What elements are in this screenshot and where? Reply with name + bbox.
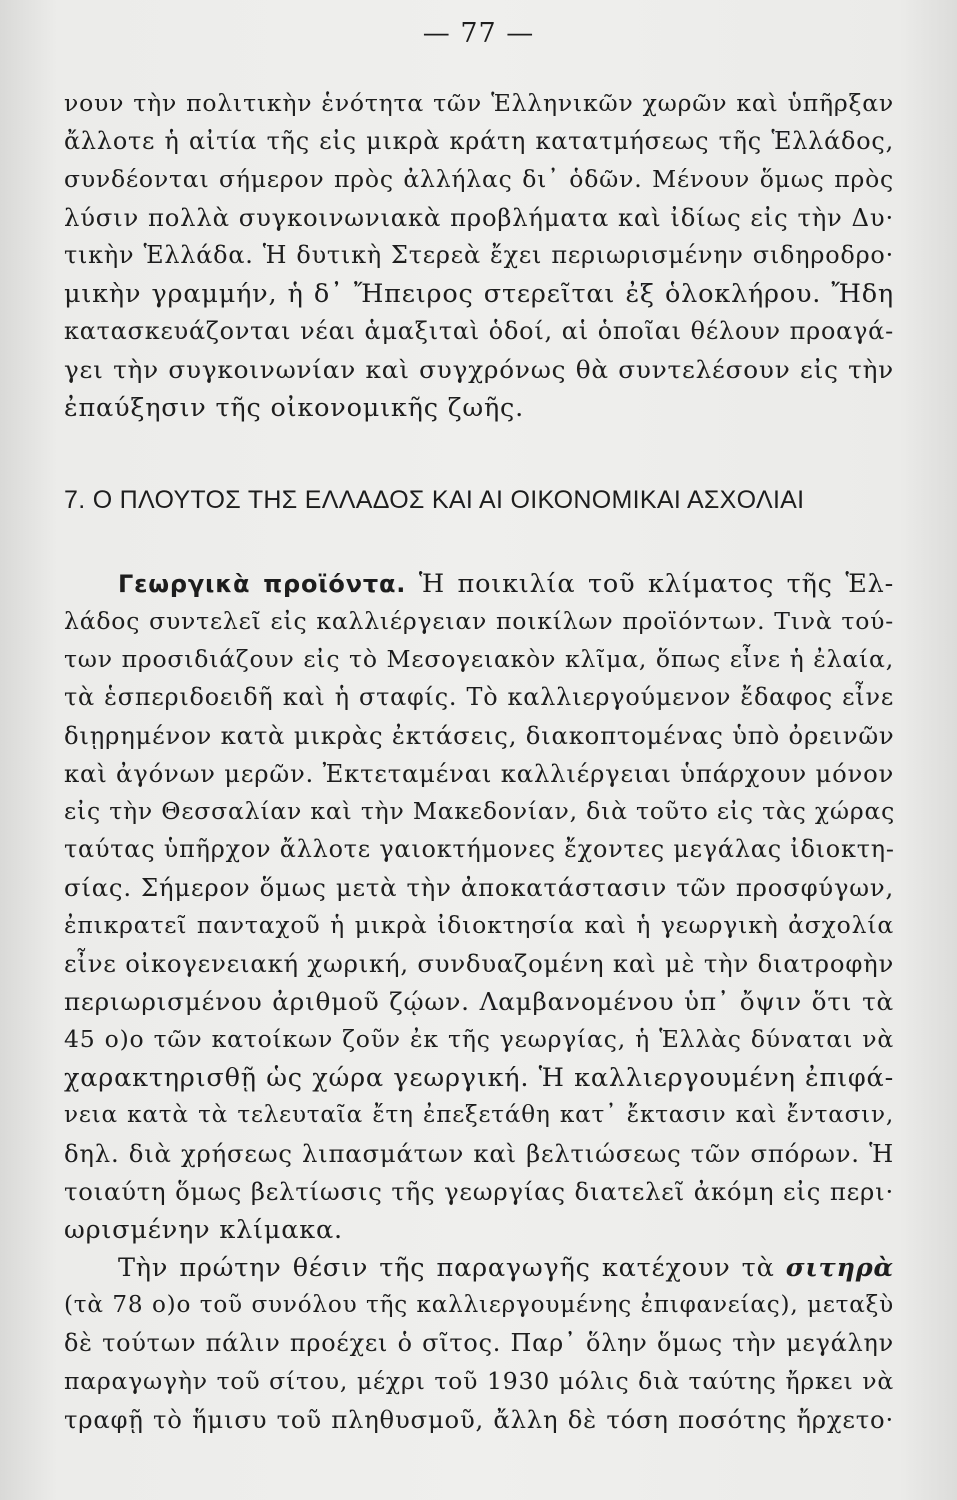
paragraph-lead-line — [118, 569, 895, 599]
text-line: τὰ ἑσπεριδοειδῆ καὶ ἡ σταφίς. Τὸ καλλιεργούμενον ἔδαφος εἶνε — [64, 683, 894, 711]
text-line: μικὴν γραμμήν, ἡ δ᾽ Ἤπειρος στερεῖται ἐξ ὁλοκλήρου. Ἤδη — [64, 279, 894, 309]
text-line: περιωρισμένου ἀριθμοῦ ζῴων. Λαμβανομένου ὑπ᾽ ὄψιν ὅτι τὰ — [64, 987, 894, 1016]
paragraph-lead-text: Ἡ ποικιλία τοῦ κλίματος τῆς Ἑλ- — [406, 569, 895, 599]
text-line: ταύτας ὑπῆρχον ἄλλοτε γαιοκτήμονες ἔχοντες μεγάλας ἰδιοκτη- — [64, 835, 895, 863]
text-line: παραγωγὴν τοῦ σίτου, μέχρι τοῦ 1930 μόλις διὰ ταύτης ἤρκει νὰ — [64, 1367, 894, 1395]
paragraph-lead-line — [118, 1253, 894, 1283]
paragraph-lead-title: Γεωργικὰ προϊόντα. — [118, 570, 407, 598]
text-line: χαρακτηρισθῇ ὡς χώρα γεωργική. Ἡ καλλιεργουμένη ἐπιφά- — [64, 1063, 894, 1093]
text-line: λύσιν πολλὰ συγκοινωνιακὰ προβλήματα καὶ ἰδίως εἰς τὴν Δυ· — [64, 203, 894, 232]
page-number: — 77 — — [422, 18, 535, 49]
text-line: δηλ. διὰ χρήσεως λιπασμάτων καὶ βελτιώσεως τῶν σπόρων. Ἡ — [64, 1139, 894, 1168]
text-line: σίας. Σήμερον ὅμως μετὰ τὴν ἀποκατάστασιν τῶν προσφύγων, — [64, 873, 894, 902]
text-line: τικὴν Ἑλλάδα. Ἡ δυτικὴ Στερεὰ ἔχει περιωρισμένην σιδηροδρο· — [64, 241, 894, 269]
text-line: καὶ ἀγόνων μερῶν. Ἐκτεταμέναι καλλιέργειαι ὑπάρχουν μόνον — [64, 759, 895, 788]
text-line: συνδέονται σήμερον πρὸς ἀλλήλας δι᾽ ὁδῶν. Μένουν ὅμως πρὸς — [64, 165, 894, 193]
text-line: ἐπαύξησιν τῆς οἰκονομικῆς ζωῆς. — [64, 393, 525, 423]
text-line: τοιαύτη ὅμως βελτίωσις τῆς γεωργίας διατελεῖ ἀκόμη εἰς περι· — [64, 1177, 894, 1206]
text-line: νουν τὴν πολιτικὴν ἑνότητα τῶν Ἑλληνικῶν χωρῶν καὶ ὑπῆρξαν — [64, 89, 894, 117]
text-line: τραφῇ τὸ ἥμισυ τοῦ πληθυσμοῦ, ἄλλη δὲ τόση ποσότης ἤρχετο· — [64, 1405, 894, 1434]
text-line: διῃρημένον κατὰ μικρὰς ἐκτάσεις, διακοπτομένας ὑπὸ ὀρεινῶν — [64, 721, 895, 750]
section-heading: 7. Ο ΠΛΟΥΤΟΣ ΤΗΣ ΕΛΛΑΔΟΣ ΚΑΙ ΑΙ ΟΙΚΟΝΟΜΙΚΑΙ ΑΣΧΟΛΙΑΙ — [64, 486, 805, 514]
text-line: (τὰ 78 ο)ο τοῦ συνόλου τῆς καλλιεργουμένης ἐπιφανείας), μεταξὺ — [64, 1292, 894, 1318]
emphasized-term: σιτηρὰ — [785, 1253, 894, 1283]
text-line: λάδος συντελεῖ εἰς καλλιέργειαν ποικίλων προϊόντων. Τινὰ τού- — [64, 607, 894, 635]
text-line: γει τὴν συγκοινωνίαν καὶ συγχρόνως θὰ συντελέσουν εἰς τὴν — [64, 355, 894, 384]
text-line: δὲ τούτων πάλιν προέχει ὁ σῖτος. Παρ᾽ ὅλην ὅμως τὴν μεγάλην — [64, 1329, 894, 1357]
text-line: κατασκευάζονται νέαι ἁμαξιταὶ ὁδοί, αἱ ὁποῖαι θέλουν προαγά- — [64, 317, 894, 345]
text-line: 45 ο)ο τῶν κατοίκων ζοῦν ἐκ τῆς γεωργίας, ἡ Ἑλλὰς δύναται νὰ — [64, 1025, 894, 1053]
text-line: εἶνε οἰκογενειακή χωρική, συνδυαζομένη καὶ μὲ τὴν διατροφὴν — [64, 949, 895, 978]
text-line: ωρισμένην κλίμακα. — [64, 1215, 343, 1245]
text-line: των προσιδιάζουν εἰς τὸ Μεσογειακὸν κλῖμα, ὅπως εἶνε ἡ ἐλαία, — [64, 645, 894, 673]
text-line: νεια κατὰ τὰ τελευταῖα ἔτη ἐπεξετάθη κατ᾽ ἔκτασιν καὶ ἔντασιν, — [64, 1102, 894, 1128]
text-line: ἄλλοτε ἡ αἰτία τῆς εἰς μικρὰ κράτη κατατμήσεως τῆς Ἑλλάδος, — [64, 127, 894, 155]
text-line: ἐπικρατεῖ πανταχοῦ ἡ μικρὰ ἰδιοκτησία καὶ ἡ γεωργικὴ ἀσχολία — [64, 911, 894, 939]
text-line: εἰς τὴν Θεσσαλίαν καὶ τὴν Μακεδονίαν, διὰ τοῦτο εἰς τὰς χώρας — [64, 797, 896, 825]
paragraph-text: Τὴν πρώτην θέσιν τῆς παραγωγῆς κατέχουν τὰ — [118, 1253, 786, 1283]
